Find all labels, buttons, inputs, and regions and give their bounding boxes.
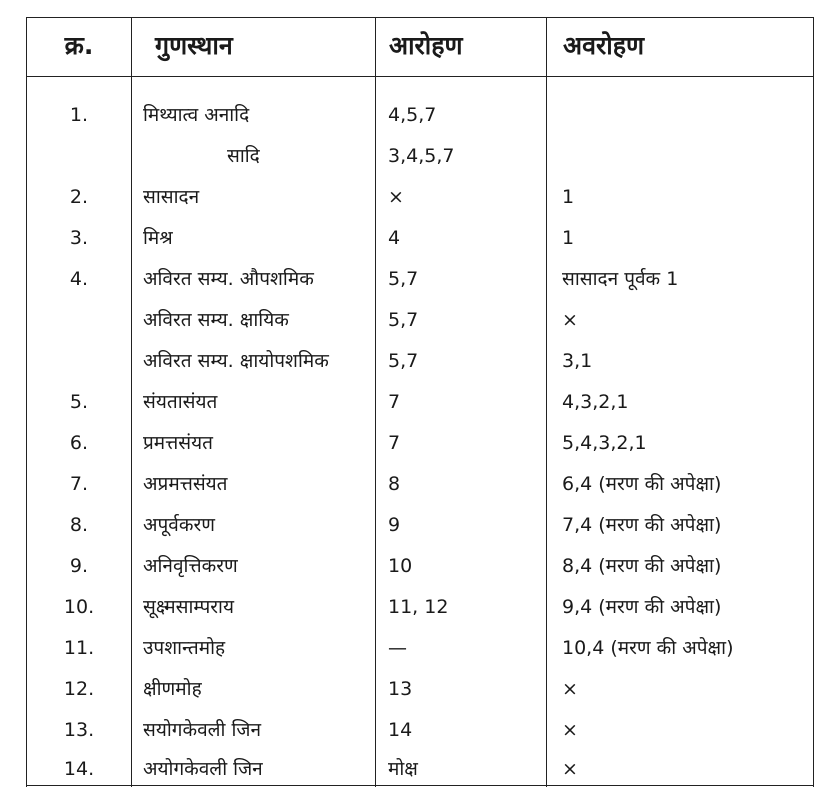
cell-gunasthan: अविरत सम्य. क्षायोपशमिक <box>143 350 329 372</box>
cell-arohan: 3,4,5,7 <box>388 145 455 167</box>
cell-avarohan: 1 <box>562 186 575 208</box>
cell-avarohan: 10,4 (मरण की अपेक्षा) <box>562 637 734 659</box>
cell-gunasthan: अविरत सम्य. औपशमिक <box>143 268 314 290</box>
cell-arohan: 11, 12 <box>388 596 449 618</box>
cell-serial: 13. <box>63 719 95 741</box>
cell-gunasthan: अयोगकेवली जिन <box>143 758 263 780</box>
cell-arohan: 5,7 <box>388 350 419 372</box>
cell-arohan: 4,5,7 <box>388 104 437 126</box>
cell-serial: 2. <box>69 186 89 208</box>
cell-serial: 11. <box>63 637 95 659</box>
header-divider <box>27 76 813 77</box>
cell-serial: 3. <box>69 227 89 249</box>
cell-serial: 10. <box>63 596 95 618</box>
cell-avarohan: 9,4 (मरण की अपेक्षा) <box>562 596 722 618</box>
cell-arohan: — <box>388 637 407 659</box>
cell-avarohan: 8,4 (मरण की अपेक्षा) <box>562 555 722 577</box>
table-row <box>27 715 813 745</box>
cell-serial: 14. <box>63 758 95 780</box>
table-row <box>27 387 813 417</box>
cell-arohan: 4 <box>388 227 401 249</box>
cell-gunasthan: प्रमत्तसंयत <box>143 432 213 454</box>
cell-serial: 4. <box>69 268 89 290</box>
cell-gunasthan: मिथ्यात्व अनादि <box>143 104 250 126</box>
table-row <box>27 223 813 253</box>
cell-arohan: 13 <box>388 678 413 700</box>
cell-arohan: 7 <box>388 391 401 413</box>
cell-gunasthan: उपशान्तमोह <box>143 637 226 659</box>
cell-avarohan: सासादन पूर्वक 1 <box>562 268 679 290</box>
cell-gunasthan: सादि <box>227 145 260 167</box>
cell-gunasthan: सयोगकेवली जिन <box>143 719 262 741</box>
cell-avarohan: 7,4 (मरण की अपेक्षा) <box>562 514 722 536</box>
header-serial: क्र. <box>64 31 94 60</box>
gunasthan-table <box>26 17 814 787</box>
cell-gunasthan: क्षीणमोह <box>143 678 202 700</box>
table-row <box>27 754 813 784</box>
table-row <box>27 346 813 376</box>
cell-gunasthan: अप्रमत्तसंयत <box>143 473 228 495</box>
cell-avarohan: × <box>562 678 578 700</box>
cell-serial: 1. <box>69 104 89 126</box>
cell-arohan: × <box>388 186 404 208</box>
header-arohan: आरोहण <box>389 31 463 60</box>
cell-avarohan: × <box>562 719 578 741</box>
header-avarohan: अवरोहण <box>563 31 645 60</box>
cell-avarohan: 1 <box>562 227 575 249</box>
cell-gunasthan: सासादन <box>143 186 200 208</box>
header-gunasthan: गुणस्थान <box>155 31 233 60</box>
cell-gunasthan: अनिवृत्तिकरण <box>143 555 238 577</box>
cell-avarohan: × <box>562 309 578 331</box>
cell-serial: 8. <box>69 514 89 536</box>
cell-gunasthan: संयतासंयत <box>143 391 218 413</box>
table-row <box>27 264 813 294</box>
table-row <box>27 510 813 540</box>
cell-arohan: 5,7 <box>388 309 419 331</box>
table-bottom-border <box>27 785 813 786</box>
table-row <box>27 551 813 581</box>
cell-arohan: 8 <box>388 473 401 495</box>
table-top-border <box>27 17 813 18</box>
cell-arohan: 10 <box>388 555 413 577</box>
cell-arohan: मोक्ष <box>388 758 418 780</box>
cell-arohan: 14 <box>388 719 413 741</box>
table-row <box>27 100 813 130</box>
cell-serial: 7. <box>69 473 89 495</box>
cell-arohan: 9 <box>388 514 401 536</box>
cell-arohan: 7 <box>388 432 401 454</box>
cell-gunasthan: अपूर्वकरण <box>143 514 215 536</box>
cell-gunasthan: सूक्ष्मसाम्पराय <box>143 596 234 618</box>
cell-serial: 9. <box>69 555 89 577</box>
table-row <box>27 141 813 171</box>
cell-avarohan: 4,3,2,1 <box>562 391 629 413</box>
table-row <box>27 182 813 212</box>
cell-gunasthan: मिश्र <box>143 227 173 249</box>
table-row <box>27 592 813 622</box>
table-row <box>27 305 813 335</box>
cell-avarohan: 6,4 (मरण की अपेक्षा) <box>562 473 722 495</box>
table-row <box>27 674 813 704</box>
cell-avarohan: 3,1 <box>562 350 593 372</box>
cell-avarohan: 5,4,3,2,1 <box>562 432 647 454</box>
table-row <box>27 428 813 458</box>
cell-avarohan: × <box>562 758 578 780</box>
cell-serial: 5. <box>69 391 89 413</box>
cell-gunasthan: अविरत सम्य. क्षायिक <box>143 309 289 331</box>
table-row <box>27 633 813 663</box>
cell-serial: 12. <box>63 678 95 700</box>
cell-serial: 6. <box>69 432 89 454</box>
table-row <box>27 469 813 499</box>
cell-arohan: 5,7 <box>388 268 419 290</box>
